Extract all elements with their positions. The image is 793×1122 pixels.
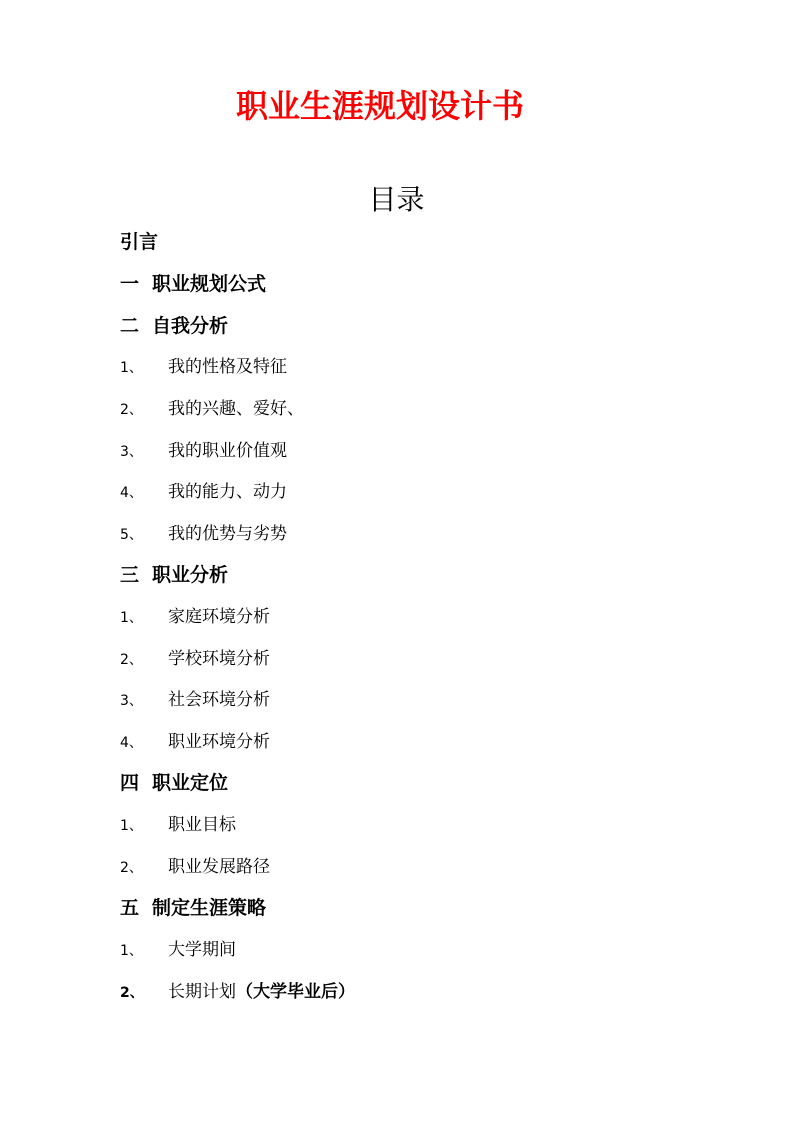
item-label: 我的优势与劣势	[168, 524, 287, 544]
item-number: 1、	[120, 360, 143, 376]
toc-item[interactable]	[120, 728, 270, 756]
item-label: 学校环境分析	[168, 649, 270, 669]
item-number: 1、	[120, 943, 143, 959]
section-numeral: 三	[120, 564, 140, 586]
item-label: 我的兴趣、爱好、	[168, 399, 304, 419]
toc-heading: 目录	[368, 183, 425, 216]
toc-item[interactable]	[120, 478, 287, 506]
item-number: 2、	[120, 652, 143, 668]
item-label: 家庭环境分析	[168, 607, 270, 627]
item-number: 5、	[120, 527, 143, 543]
item-number: 4、	[120, 485, 143, 501]
section-numeral: 四	[120, 772, 140, 794]
section-label: 职业规划公式	[152, 273, 267, 295]
item-label: 大学期间	[168, 940, 236, 960]
toc-item[interactable]	[120, 936, 236, 964]
toc-item[interactable]	[120, 645, 270, 673]
toc-item[interactable]	[120, 395, 304, 423]
item-number: 2、	[120, 860, 143, 876]
section-label: 自我分析	[152, 315, 229, 337]
section-label: 职业分析	[152, 564, 229, 586]
item-number: 3、	[120, 693, 143, 709]
section-numeral: 二	[120, 315, 140, 337]
item-number: 1、	[120, 610, 143, 626]
toc-section-2[interactable]	[120, 312, 228, 340]
item-label: 职业环境分析	[168, 732, 270, 752]
toc-item[interactable]	[120, 437, 287, 465]
section-label: 制定生涯策略	[152, 897, 267, 919]
section-numeral: 五	[120, 897, 140, 919]
item-label: 我的职业价值观	[168, 441, 287, 461]
item-number: 2、	[120, 985, 144, 1001]
toc-item[interactable]	[120, 603, 270, 631]
toc-section-1[interactable]	[120, 270, 266, 298]
toc-item[interactable]	[120, 686, 270, 714]
item-number: 3、	[120, 444, 143, 460]
section-label: 职业定位	[152, 772, 229, 794]
item-number: 1、	[120, 818, 143, 834]
item-note: （大学毕业后）	[236, 982, 355, 1002]
toc-section-3[interactable]	[120, 561, 228, 589]
item-number: 2、	[120, 402, 143, 418]
item-label: 职业目标	[168, 815, 236, 835]
item-label: 我的能力、动力	[168, 482, 287, 502]
item-label: 职业发展路径	[168, 857, 270, 877]
page-title: 职业生涯规划设计书	[235, 87, 524, 125]
toc-item[interactable]	[120, 520, 287, 548]
item-label: 社会环境分析	[168, 690, 270, 710]
item-number: 4、	[120, 735, 143, 751]
item-label: 我的性格及特征	[168, 357, 287, 377]
item-label: 长期计划	[168, 982, 236, 1002]
toc-item[interactable]	[120, 853, 270, 881]
toc-intro[interactable]	[120, 228, 158, 256]
toc-item[interactable]	[120, 353, 287, 381]
toc-section-5[interactable]	[120, 894, 266, 922]
toc-section-4[interactable]	[120, 769, 228, 797]
toc-item[interactable]	[120, 978, 355, 1006]
toc-item[interactable]	[120, 811, 236, 839]
section-numeral: 一	[120, 273, 140, 295]
toc-intro-label: 引言	[120, 231, 159, 253]
